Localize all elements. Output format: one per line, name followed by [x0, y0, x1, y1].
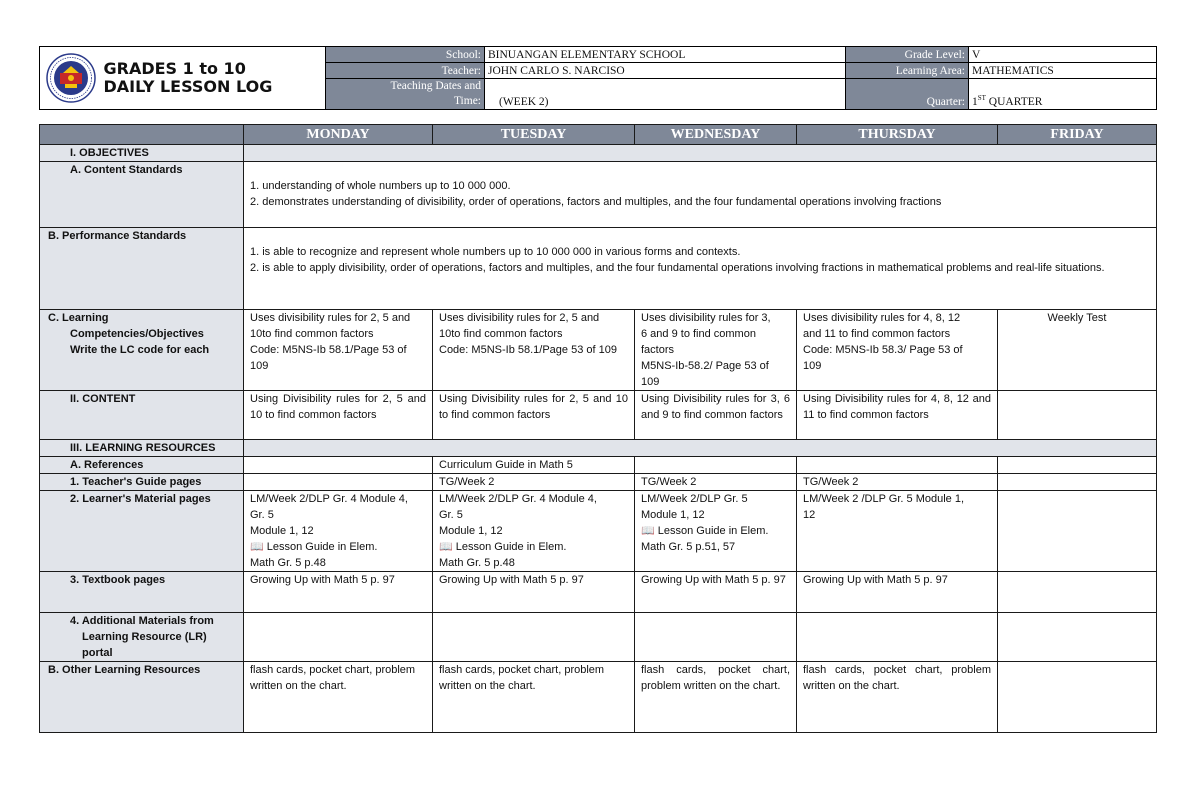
grade-level-label: Grade Level: — [846, 47, 969, 63]
competency-line: Code: M5NS-Ib 58.1/Page 53 of — [250, 344, 407, 356]
learners-material-label: 2. Learner's Material pages — [40, 491, 244, 572]
additional-materials-row — [40, 613, 1157, 662]
references-label: A. References — [40, 457, 244, 474]
school-label: School: — [326, 47, 485, 63]
competency-line: factors — [641, 344, 675, 356]
competency-line: 10to find common factors — [439, 328, 563, 340]
references-monday — [244, 457, 433, 474]
teachers-guide-tuesday: TG/Week 2 — [433, 474, 635, 491]
references-tuesday: Curriculum Guide in Math 5 — [433, 457, 635, 474]
doc-title-line-2: DAILY LESSON LOG — [103, 77, 273, 96]
day-header-row — [40, 125, 1157, 145]
teachers-guide-friday — [998, 474, 1157, 491]
teaching-dates-label-line-1: Teaching Dates and — [390, 80, 481, 92]
teaching-dates-value: (WEEK 2) — [485, 79, 846, 110]
content-standards-label: A. Content Standards — [40, 162, 244, 228]
competencies-label — [40, 310, 244, 391]
quarter-label: Quarter: — [846, 79, 969, 110]
lm-line: LM/Week 2 /DLP Gr. 5 Module 1, — [803, 493, 965, 505]
teachers-guide-thursday: TG/Week 2 — [797, 474, 998, 491]
additional-materials-wednesday — [635, 613, 797, 662]
competencies-label-line-3: Write the LC code for each — [70, 344, 210, 356]
teachers-guide-wednesday: TG/Week 2 — [635, 474, 797, 491]
competency-line: 10to find common factors — [250, 328, 374, 340]
other-resources-label: B. Other Learning Resources — [40, 662, 244, 733]
competencies-label-line-2: Competencies/Objectives — [70, 328, 204, 340]
additional-materials-line-1: 4. Additional Materials from — [70, 615, 214, 627]
lm-line: 12 — [803, 509, 816, 521]
learning-area-value: MATHEMATICS — [969, 63, 1157, 79]
lm-line: Module 1, 12 — [250, 525, 314, 537]
day-header-tuesday: TUESDAY — [433, 125, 635, 145]
competency-line: Code: M5NS-Ib 58.1/Page 53 of 109 — [439, 344, 617, 356]
grade-level-value: V — [969, 47, 1157, 63]
competencies-label-line-1: C. Learning — [48, 312, 109, 324]
additional-materials-tuesday — [433, 613, 635, 662]
book-icon: 📖 — [250, 541, 264, 553]
doc-title-line-1: GRADES 1 to 10 — [103, 59, 246, 78]
learners-material-wednesday — [635, 491, 797, 572]
learners-material-tuesday — [433, 491, 635, 572]
lm-line — [641, 523, 790, 539]
competency-line: Code: M5NS-Ib 58.3/ Page 53 of — [803, 344, 963, 356]
competency-line: 109 — [250, 360, 269, 372]
competency-monday — [244, 310, 433, 391]
competency-line: 109 — [641, 376, 660, 388]
quarter-suffix: ST — [977, 94, 986, 103]
other-resources-friday — [998, 662, 1157, 733]
content-thursday: Using Divisibility rules for 4, 8, 12 and 11 to find common factors — [797, 391, 998, 440]
competency-line: and 11 to find common factors — [803, 328, 951, 340]
learning-resources-row — [40, 440, 1157, 457]
content-wednesday: Using Divisibility rules for 3, 6 and 9 to find common factors — [635, 391, 797, 440]
seal-cell — [40, 47, 104, 110]
content-row — [40, 391, 1157, 440]
competency-line: 6 and 9 to find common — [641, 328, 756, 340]
book-icon: 📖 — [439, 541, 453, 553]
teachers-guide-label: 1. Teacher's Guide pages — [40, 474, 244, 491]
lm-line: Math Gr. 5 p.51, 57 — [641, 541, 736, 553]
teacher-label: Teacher: — [326, 63, 485, 79]
competencies-row — [40, 310, 1157, 391]
competency-friday: Weekly Test — [998, 310, 1157, 391]
quarter-text: QUARTER — [985, 96, 1043, 108]
textbook-friday — [998, 572, 1157, 613]
teachers-guide-row — [40, 474, 1157, 491]
deped-seal-icon — [46, 53, 96, 103]
lm-line — [439, 539, 628, 555]
lm-line — [250, 539, 426, 555]
learners-material-monday — [244, 491, 433, 572]
references-friday — [998, 457, 1157, 474]
lm-line: Math Gr. 5 p.48 — [439, 557, 515, 569]
lm-line-text: Lesson Guide in Elem. — [266, 541, 378, 553]
learning-area-label: Learning Area: — [846, 63, 969, 79]
day-header-friday: FRIDAY — [998, 125, 1157, 145]
day-header-thursday: THURSDAY — [797, 125, 998, 145]
lm-line: LM/Week 2/DLP Gr. 4 Module 4, — [439, 493, 597, 505]
performance-standard-1: 1. is able to recognize and represent whole numbers up to 10 000 000 in various forms and contexts. — [250, 246, 741, 258]
other-resources-thursday: flash cards, pocket chart, problem written on the chart. — [797, 662, 998, 733]
content-standard-1: 1. understanding of whole numbers up to 10 000 000. — [250, 180, 511, 192]
competency-line: M5NS-Ib-58.2/ Page 53 of — [641, 360, 769, 372]
day-header-wednesday: WEDNESDAY — [635, 125, 797, 145]
additional-materials-thursday — [797, 613, 998, 662]
quarter-number: 1 — [972, 96, 978, 108]
competency-line: Uses divisibility rules for 4, 8, 12 — [803, 312, 961, 324]
textbook-thursday: Growing Up with Math 5 p. 97 — [797, 572, 998, 613]
lm-line: LM/Week 2/DLP Gr. 4 Module 4, — [250, 493, 408, 505]
other-resources-wednesday: flash cards, pocket chart, problem written on the chart. — [635, 662, 797, 733]
textbook-wednesday: Growing Up with Math 5 p. 97 — [635, 572, 797, 613]
lm-line: Gr. 5 — [250, 509, 274, 521]
content-standard-2: 2. demonstrates understanding of divisibility, order of operations, factors and multiples, and the four fundamental operations involving fractions — [250, 196, 942, 208]
learning-resources-fill — [244, 440, 1157, 457]
objectives-row — [40, 145, 1157, 162]
performance-standards-label: B. Performance Standards — [40, 228, 244, 310]
content-standards-text — [244, 162, 1157, 228]
competency-wednesday — [635, 310, 797, 391]
additional-materials-line-2: Learning Resource (LR) — [82, 631, 207, 643]
references-wednesday — [635, 457, 797, 474]
lm-line-text: Lesson Guide in Elem. — [455, 541, 567, 553]
quarter-value — [969, 79, 1157, 110]
additional-materials-line-3: portal — [82, 647, 113, 659]
competency-line: 109 — [803, 360, 822, 372]
competency-tuesday — [433, 310, 635, 391]
teachers-guide-monday — [244, 474, 433, 491]
additional-materials-monday — [244, 613, 433, 662]
competency-line: Uses divisibility rules for 2, 5 and — [439, 312, 600, 324]
objectives-label: I. OBJECTIVES — [40, 145, 244, 162]
textbook-monday: Growing Up with Math 5 p. 97 — [244, 572, 433, 613]
corner-cell — [40, 125, 244, 145]
lm-line: Gr. 5 — [439, 509, 463, 521]
lm-line: LM/Week 2/DLP Gr. 5 — [641, 493, 748, 505]
additional-materials-friday — [998, 613, 1157, 662]
other-resources-monday: flash cards, pocket chart, problem written on the chart. — [244, 662, 433, 733]
content-friday — [998, 391, 1157, 440]
textbook-label: 3. Textbook pages — [40, 572, 244, 613]
book-icon: 📖 — [641, 525, 655, 537]
performance-standards-text — [244, 228, 1157, 310]
title-cell — [104, 47, 326, 110]
lm-line: Module 1, 12 — [439, 525, 503, 537]
references-row — [40, 457, 1157, 474]
content-standards-row — [40, 162, 1157, 228]
learners-material-thursday — [797, 491, 998, 572]
content-label: II. CONTENT — [40, 391, 244, 440]
objectives-fill — [244, 145, 1157, 162]
performance-standards-row — [40, 228, 1157, 310]
lm-line: Math Gr. 5 p.48 — [250, 557, 326, 569]
content-tuesday: Using Divisibility rules for 2, 5 and 10 to find common factors — [433, 391, 635, 440]
textbook-tuesday: Growing Up with Math 5 p. 97 — [433, 572, 635, 613]
teaching-dates-label — [326, 79, 485, 110]
competency-line: Uses divisibility rules for 3, — [641, 312, 771, 324]
references-thursday — [797, 457, 998, 474]
textbook-row — [40, 572, 1157, 613]
performance-standard-2: 2. is able to apply divisibility, order of operations, factors and multiples, and the four fundamental operations involving fractions in mathematical problems and real-life situations. — [250, 262, 1105, 274]
additional-materials-label — [40, 613, 244, 662]
teaching-dates-label-line-2: Time: — [453, 95, 481, 107]
lm-line-text: Lesson Guide in Elem. — [657, 525, 769, 537]
school-value: BINUANGAN ELEMENTARY SCHOOL — [485, 47, 846, 63]
competency-thursday — [797, 310, 998, 391]
teacher-value: JOHN CARLO S. NARCISO — [485, 63, 846, 79]
other-resources-tuesday: flash cards, pocket chart, problem written on the chart. — [433, 662, 635, 733]
lesson-log-table — [39, 124, 1157, 733]
learners-material-row — [40, 491, 1157, 572]
learning-resources-label: III. LEARNING RESOURCES — [40, 440, 244, 457]
learners-material-friday — [998, 491, 1157, 572]
content-monday: Using Divisibility rules for 2, 5 and 10 to find common factors — [244, 391, 433, 440]
header-table — [39, 46, 1157, 110]
other-resources-row — [40, 662, 1157, 733]
competency-line: Uses divisibility rules for 2, 5 and — [250, 312, 411, 324]
day-header-monday: MONDAY — [244, 125, 433, 145]
lm-line: Module 1, 12 — [641, 509, 705, 521]
